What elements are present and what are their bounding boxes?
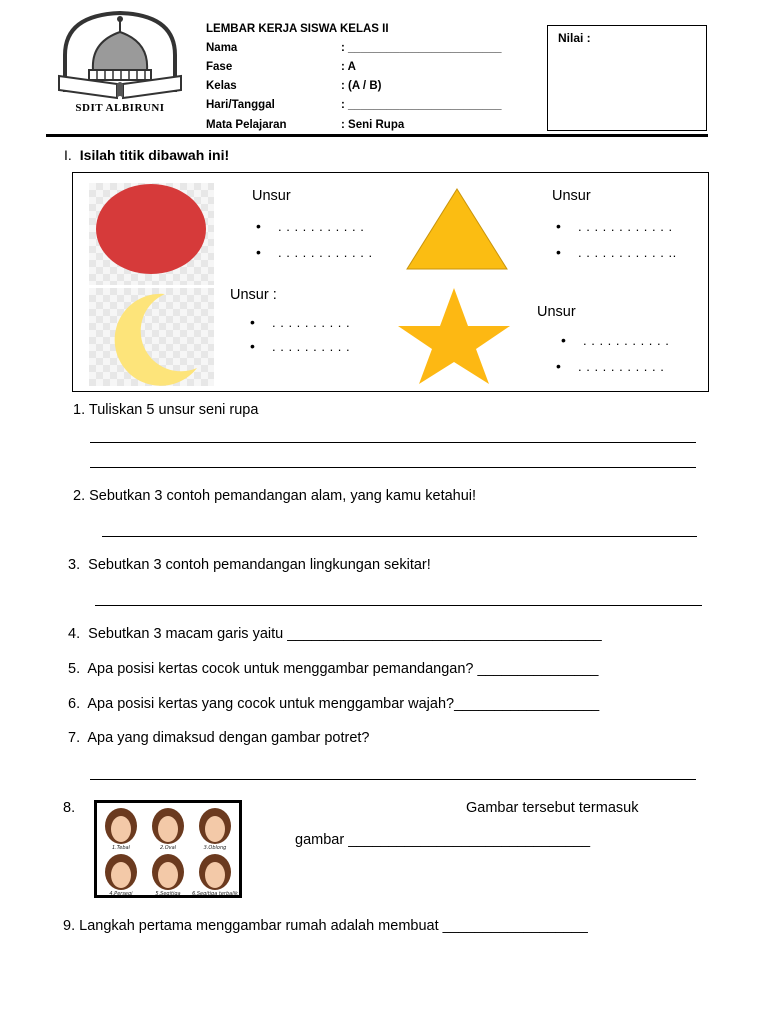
section-title-text: Isilah titik dibawah ini! xyxy=(79,147,230,163)
answer-line[interactable] xyxy=(90,442,696,443)
field-value-hari-tanggal[interactable]: : ________________________ xyxy=(341,99,502,111)
field-label-kelas: Kelas xyxy=(206,80,237,92)
field-value-mata-pelajaran: : Seni Rupa xyxy=(341,119,405,131)
bullet-triangle-2[interactable]: • . . . . . . . . . . . .. xyxy=(556,244,677,260)
field-label-nama: Nama xyxy=(206,42,238,54)
face-thumbnail xyxy=(105,808,137,851)
triangle-shape xyxy=(404,186,510,272)
unsur-label-crescent: Unsur : xyxy=(230,287,277,303)
face-caption: 1.Tebal xyxy=(112,845,130,851)
field-value-kelas: : (A / B) xyxy=(341,80,382,92)
unsur-label-star: Unsur xyxy=(537,304,576,320)
answer-line[interactable] xyxy=(90,467,696,468)
bullet-star-1[interactable]: • . . . . . . . . . . . xyxy=(561,332,670,348)
face-thumbnail xyxy=(152,854,184,895)
bullet-star-2[interactable]: • . . . . . . . . . . . xyxy=(556,358,665,374)
face-thumbnail xyxy=(192,854,239,895)
bullet-circle-2[interactable]: • . . . . . . . . . . . . xyxy=(256,244,373,260)
face-thumbnail xyxy=(199,808,231,851)
field-value-nama[interactable]: : ________________________ xyxy=(341,42,502,54)
face-shapes-image xyxy=(94,800,242,898)
face-caption: 2.Oval xyxy=(159,845,177,851)
header-divider xyxy=(46,134,708,137)
circle-shape xyxy=(89,183,214,285)
face-caption: 6.Segitiga terbalik xyxy=(192,891,238,895)
worksheet-title: LEMBAR KERJA SISWA KELAS II xyxy=(206,23,389,35)
bullet-crescent-1[interactable]: • . . . . . . . . . . xyxy=(250,314,351,330)
field-label-hari-tanggal: Hari/Tanggal xyxy=(206,99,275,111)
face-shapes-drawing xyxy=(97,803,239,895)
question-4: 4. Sebutkan 3 macam garis yaitu _______________________________________ xyxy=(68,626,602,642)
field-value-fase: : A xyxy=(341,61,356,73)
question-8-number: 8. xyxy=(63,800,76,816)
question-7: 7. Apa yang dimaksud dengan gambar potret? xyxy=(68,730,370,746)
unsur-label-triangle: Unsur xyxy=(552,188,591,204)
answer-line[interactable] xyxy=(102,536,697,537)
bullet-crescent-2[interactable]: • . . . . . . . . . . xyxy=(250,338,351,354)
nilai-label: Nilai : xyxy=(558,31,591,45)
answer-line[interactable] xyxy=(90,779,696,780)
school-name: SDIT ALBIRUNI xyxy=(75,102,165,114)
question-1: 1. Tuliskan 5 unsur seni rupa xyxy=(73,402,259,418)
question-8-text-b: gambar ______________________________ xyxy=(295,832,591,848)
nilai-box[interactable] xyxy=(547,25,707,131)
question-6: 6. Apa posisi kertas yang cocok untuk menggambar wajah?__________________ xyxy=(68,696,600,712)
face-caption: 4.Persegi xyxy=(109,891,133,895)
section-title xyxy=(64,147,229,163)
crescent-shape xyxy=(89,288,214,386)
face-caption: 3.Oblong xyxy=(203,845,227,851)
answer-line[interactable] xyxy=(95,605,702,606)
unsur-label-circle: Unsur xyxy=(252,188,291,204)
field-label-fase: Fase xyxy=(206,61,233,73)
star-shape xyxy=(392,286,516,386)
section-number: I. xyxy=(64,147,72,163)
face-caption: 5.Segitiga xyxy=(155,891,181,895)
bullet-triangle-1[interactable]: • . . . . . . . . . . . . xyxy=(556,218,673,234)
question-3: 3. Sebutkan 3 contoh pemandangan lingkungan sekitar! xyxy=(68,557,431,573)
question-8-text-a: Gambar tersebut termasuk xyxy=(466,800,639,816)
bullet-circle-1[interactable]: • . . . . . . . . . . . xyxy=(256,218,365,234)
face-thumbnail xyxy=(152,808,184,851)
face-thumbnail xyxy=(105,854,137,895)
question-9: 9. Langkah pertama menggambar rumah adalah membuat __________________ xyxy=(63,918,588,934)
circle-image xyxy=(89,183,214,285)
field-label-mata-pelajaran: Mata Pelajaran xyxy=(206,119,287,131)
question-5: 5. Apa posisi kertas cocok untuk menggambar pemandangan? _______________ xyxy=(68,661,599,677)
question-2: 2. Sebutkan 3 contoh pemandangan alam, yang kamu ketahui! xyxy=(73,488,477,504)
crescent-image xyxy=(89,288,214,386)
